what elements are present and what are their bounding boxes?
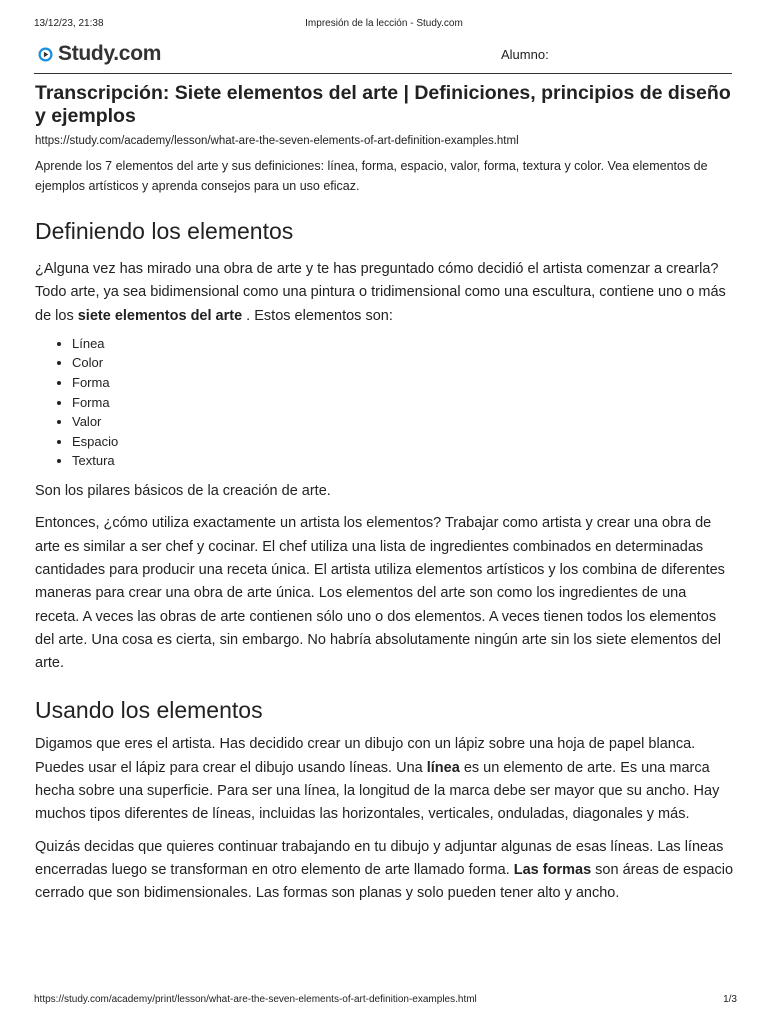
- lesson-url: https://study.com/academy/lesson/what-are-the-seven-elements-of-art-definition-examples.html: [35, 135, 519, 147]
- list-item: • Textura: [72, 451, 733, 471]
- brand-name: Study.com: [58, 42, 162, 65]
- play-circle-icon: [38, 47, 53, 62]
- text-run: ¿Alguna vez has mirado una obra de arte y te has preguntado cómo decidió el artista comenzar a crearla? Todo arte, ya sea bidimensional como una pintura o tridimensional como una escultura, contiene uno o más de los: [35, 261, 726, 324]
- bold-term: siete elementos del arte: [77, 307, 243, 324]
- bold-term: Las formas: [513, 861, 592, 878]
- list-item: • Forma: [72, 373, 733, 393]
- bold-term: línea: [426, 759, 460, 776]
- text-run: Quizás decidas que quieres continuar trabajando en tu dibujo y adjuntar algunas de esas líneas. Las líneas encerradas luego se transforman en otro elemento de arte llamado forma.: [35, 838, 724, 878]
- list-item: • Línea: [72, 334, 733, 354]
- text-run: . Estos elementos son:: [242, 307, 393, 324]
- print-date: 13/12/23, 21:38: [34, 18, 104, 29]
- paragraph-intro: [35, 258, 733, 328]
- paragraph-line: [35, 733, 733, 826]
- text-run: son áreas de espacio cerrado que son bidimensionales. Las formas son planas y solo pueden tener alto y ancho.: [35, 861, 734, 902]
- student-label: Alumno:: [501, 47, 549, 62]
- section-heading-defining: Definiendo los elementos: [35, 218, 294, 244]
- text-run: Digamos que eres el artista. Has decidido crear un dibujo con un lápiz sobre una hoja de papel blanca. Puedes usar el lápiz para crear el dibujo usando líneas. Una: [35, 736, 696, 776]
- lesson-summary: Aprende los 7 elementos del arte y sus definiciones: línea, forma, espacio, valor, forma, textura y color. Vea elementos de ejemplos artísticos y aprenda consejos para un uso eficaz.: [35, 159, 708, 193]
- list-item: • Espacio: [72, 432, 733, 452]
- text-run: es un elemento de arte. Es una marca hecha sobre una superficie. Para ser una línea, la longitud de la marca debe ser mayor que su ancho. Hay muchos tipos diferentes de líneas, incluidas las horizontales, verticales, onduladas, diagonales y más.: [35, 759, 720, 823]
- list-item: • Color: [72, 353, 733, 373]
- paragraph-chef-analogy: Entonces, ¿cómo utiliza exactamente un artista los elementos? Trabajar como artista y crear una obra de arte es similar a ser chef y cocinar. El chef utiliza una lista de ingredientes combinados en determinadas cantidades para producir una receta única. El artista utiliza elementos artísticos y los combina de diferentes maneras para crear una obra de arte única. Los elementos del arte son como los ingredientes de una receta. A veces las obras de arte contienen sólo uno o dos elementos. A veces tienen todos los elementos del arte. Una cosa es cierta, sin embargo. No habría absolutamente ningún arte sin los siete elementos del arte.: [35, 515, 725, 672]
- study-logo: [38, 42, 161, 66]
- print-page-title: Impresión de la lección - Study.com: [305, 18, 463, 29]
- section-heading-using: Usando los elementos: [35, 697, 263, 724]
- list-item: • Forma: [72, 393, 733, 413]
- print-url: https://study.com/academy/print/lesson/what-are-the-seven-elements-of-art-definition-examples.html: [34, 994, 477, 1005]
- lesson-content: [35, 82, 733, 906]
- lesson-title: Transcripción: Siete elementos del arte | Definiciones, principios de diseño y ejemplos: [35, 82, 731, 127]
- paragraph-pillars: Son los pilares básicos de la creación de arte.: [35, 483, 331, 500]
- list-item: • Valor: [72, 412, 733, 432]
- elements-list: [35, 334, 733, 471]
- page-number: 1/3: [723, 994, 737, 1005]
- header-divider: [34, 73, 732, 74]
- paragraph-shapes: [35, 836, 733, 906]
